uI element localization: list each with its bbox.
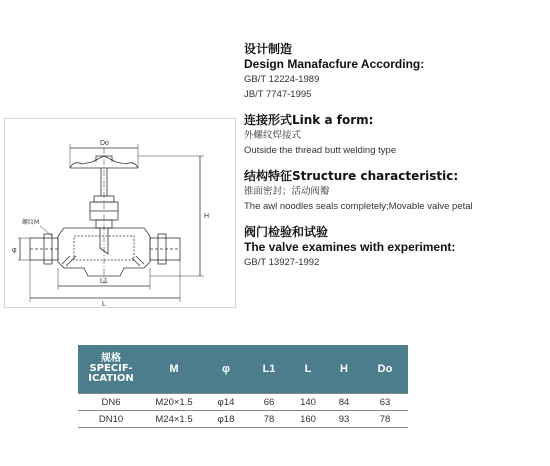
section-design [244, 42, 544, 102]
section-heading-en: The valve examines with experiment: [244, 240, 456, 254]
section-heading: 连接形式Link a form: [244, 113, 374, 127]
table-row [78, 394, 408, 411]
header-h: H [326, 345, 362, 394]
section-link [244, 113, 544, 158]
standard-line: JB/T 7747-1995 [244, 89, 312, 100]
header-specification: 规格 SPECIF- ICATION [78, 345, 144, 394]
cell-do: 78 [362, 411, 408, 428]
cell-size: DN10 [78, 411, 144, 428]
label-l1: L1 [100, 278, 108, 285]
header-do: Do [362, 345, 408, 394]
spec-table [78, 345, 408, 428]
cell-h: 84 [326, 394, 362, 411]
section-line-cn: 锥面密封；活动阀瓣 [244, 186, 330, 197]
cell-l1: 78 [248, 411, 290, 428]
header-phi: φ [204, 345, 248, 394]
section-line-cn: 外螺纹焊接式 [244, 130, 302, 141]
standard-line: GB/T 12224-1989 [244, 74, 320, 85]
cell-do: 63 [362, 394, 408, 411]
cell-m: M24×1.5 [144, 411, 204, 428]
valve-drawing [4, 118, 236, 308]
cell-phi: φ18 [204, 411, 248, 428]
cell-l: 160 [290, 411, 326, 428]
header-l: L [290, 345, 326, 394]
cell-size: DN6 [78, 394, 144, 411]
header-m: M [144, 345, 204, 394]
cell-phi: φ14 [204, 394, 248, 411]
section-structure [244, 169, 544, 214]
cell-l: 140 [290, 394, 326, 411]
label-l: L [102, 301, 106, 308]
cell-h: 93 [326, 411, 362, 428]
label-phi: φ [12, 247, 17, 254]
cell-l1: 66 [248, 394, 290, 411]
label-do: Do [100, 140, 109, 147]
header-l1: L1 [248, 345, 290, 394]
cell-m: M20×1.5 [144, 394, 204, 411]
standard-line: GB/T 13927-1992 [244, 257, 320, 268]
valve-cross-section [4, 118, 236, 308]
section-heading-cn: 阀门检验和试验 [244, 225, 329, 239]
table-row [78, 411, 408, 428]
section-heading: 结构特征Structure characteristic: [244, 169, 459, 183]
section-heading-cn: 设计制造 [244, 42, 293, 56]
section-line: The awl noodles seals completely;Movable valve petal [244, 201, 473, 212]
table-header-row [78, 345, 408, 394]
label-h: H [204, 213, 210, 220]
section-line: Outside the thread butt welding type [244, 145, 397, 156]
section-test [244, 225, 544, 270]
spec-text [244, 42, 544, 281]
section-heading-en: Design Manafacfure According: [244, 57, 425, 71]
label-thread: 螺纹M [22, 219, 40, 226]
